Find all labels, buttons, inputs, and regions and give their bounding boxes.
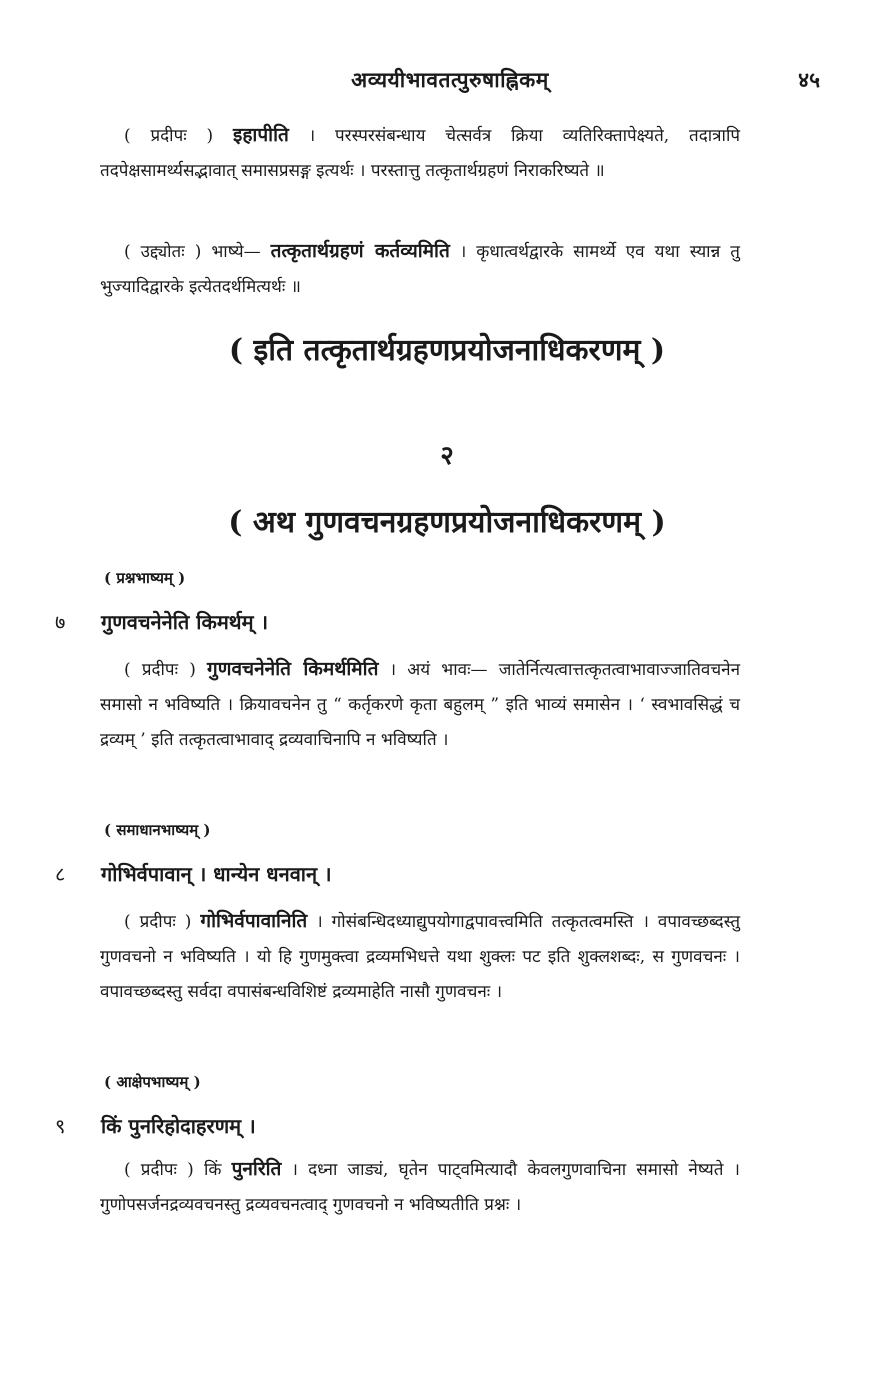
entry-number: ८: [55, 862, 66, 886]
pradipa-paragraph-1: [100, 118, 740, 189]
bhashya-type-label: ( प्रश्नभाष्यम् ): [104, 569, 186, 587]
bhashya-type-label: ( आक्षेपभाष्यम् ): [104, 1073, 201, 1091]
commentary-label: ( प्रदीपः ): [124, 660, 196, 680]
section-heading: ( अथ गुणवचनग्रहणप्रयोजनाधिकरणम् ): [228, 505, 666, 540]
commentary-text: । अयं भावः— जातेर्नित्यत्वात्तत्कृतत्वाभावाज्जातिवचनेन समासो न भविष्यति । क्रियावचनेन तु “ कर्तृकरणे कृता बहुलम् ” इति भाव्यं समासेन । ‘ स्वभावसिद्धं च द्रव्यम् ’ इति तत्कृतत्वाभावाद् द्रव्यवाचिनापि न भविष्यति ।: [100, 660, 741, 750]
commentary-text: । दध्ना जाड्यं, घृतेन पाट्वमित्यादौ केवलगुणवाचिना समासो नेष्यते । गुणोपसर्जनद्रव्यवचनस्तु द्रव्यवचनत्वाद् गुणवचनो न भविष्यतीति प्रश्नः ।: [100, 1160, 740, 1215]
lemma: गोभिर्वपावानिति: [200, 910, 308, 932]
pradipa-paragraph-2: [100, 652, 740, 758]
commentary-text: । गोसंबन्धिदध्याद्युपयोगाद्वपावत्त्वमिति तत्कृतत्वमस्ति । वपावच्छब्दस्तु गुणवचनो न भविष्यति । यो हि गुणमुक्त्वा द्रव्यमभिधत्ते यथा शुक्लः पट इति शुक्लशब्दः, स गुणवचनः । वपावच्छब्दस्तु सर्वदा वपासंबन्धविशिष्टं द्रव्यमाहेति नासौ गुणवचनः ।: [100, 912, 741, 1002]
entry-text: गोभिर्वपावान् । धान्येन धनवान् ।: [101, 862, 332, 886]
section-number: २: [440, 441, 454, 471]
bhashya-type-label: ( समाधानभाष्यम् ): [104, 821, 211, 839]
bhashya-entry-9: [55, 1112, 815, 1146]
running-title: अव्ययीभावतत्पुरुषाह्निकम्: [351, 67, 549, 92]
bhashya-entry-7: [55, 608, 815, 642]
commentary-label: ( प्रदीपः ): [124, 1160, 194, 1180]
entry-text: गुणवचनेनेति किमर्थम् ।: [101, 610, 269, 634]
section-end-heading: ( इति तत्कृतार्थग्रहणप्रयोजनाधिकरणम् ): [228, 333, 666, 368]
entry-number: ७: [55, 610, 66, 634]
pradipa-paragraph-3: [100, 904, 740, 1010]
lemma: तत्कृतार्थग्रहणं कर्तव्यमिति: [270, 240, 450, 262]
commentary-text: । परस्परसंबन्धाय चेत्सर्वत्र क्रिया व्यतिरिक्तापेक्ष्यते, तदात्रापि तदपेक्षसामर्थ्यसद्भावात् समासप्रसङ्ग इत्यर्थः । परस्तात्तु तत्कृतार्थग्रहणं निराकरिष्यते ॥: [100, 126, 741, 181]
pradipa-paragraph-4: [100, 1152, 740, 1223]
lemma: इहापीति: [233, 124, 289, 146]
entry-number: ९: [55, 1114, 66, 1138]
commentary-label: ( प्रदीपः ): [124, 126, 214, 146]
uddyota-paragraph: [100, 234, 740, 305]
lemma-prefix: किं: [203, 1160, 222, 1180]
commentary-label: ( उद्द्योतः ): [124, 242, 202, 262]
page-number: ४५: [798, 67, 820, 92]
commentary-label: ( प्रदीपः ): [124, 912, 192, 932]
bhashya-entry-8: [55, 860, 815, 894]
lemma: पुनरिति: [231, 1158, 282, 1180]
lemma: गुणवचनेनेति किमर्थमिति: [207, 658, 379, 680]
entry-text: किं पुनरिहोदाहरणम् ।: [101, 1114, 256, 1138]
bhashya-ref: भाष्ये—: [211, 242, 261, 262]
page-header: [60, 66, 840, 102]
commentary-text: । कृधात्वर्थद्वारके सामर्थ्ये एव यथा स्यान्न तु भुज्यादिद्वारके इत्येतदर्थमित्यर्थः ॥: [100, 242, 740, 297]
